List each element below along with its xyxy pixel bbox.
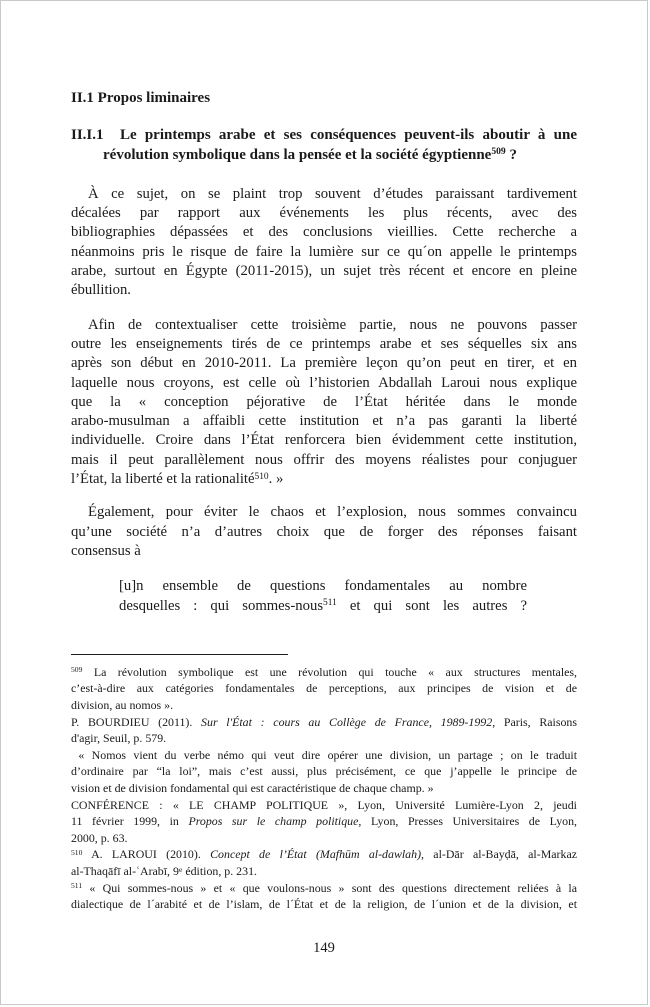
text-line: que la « conception péjorative de l’État héritée dans le monde bbox=[71, 393, 577, 410]
text-line: arabo-musulman a affaibli cette institution et n’a pas garanti la liberté bbox=[71, 413, 577, 430]
subsection-heading bbox=[71, 126, 577, 165]
text-line: CONFÉRENCE : « LE CHAMP POLITIQUE », Lyon, Université Lumière-Lyon 2, jeudi bbox=[71, 797, 577, 812]
text-line: $^{509}$ La révolution symbolique est une révolution qui touche « aux structures mentales, bbox=[71, 664, 577, 679]
text-line: qu’une société n’a d’autres choix que de forger des réponses faisant bbox=[71, 523, 577, 540]
text-line: bibliographies dépassées et des conclusions vieillies. Cette recherche a bbox=[71, 224, 577, 241]
text-line: arabe, surtout en Égypte (2011-2015), un sujet très récent et encore en pleine bbox=[71, 263, 577, 280]
text-line: d’ordinaire par “la loi”, mais c’est aussi, plus précisément, ce que j’appelle le principe de bbox=[71, 764, 577, 779]
text-line: c’est-à-dire aux catégories fondamentales de perceptions, aux principes de vision et de bbox=[71, 681, 577, 696]
footnote-separator bbox=[71, 654, 288, 655]
text-line: décalées par rapport aux événements les plus récents, avec des bbox=[71, 205, 577, 222]
text-line: consensus à bbox=[71, 542, 141, 559]
footnote-511-questions bbox=[71, 880, 577, 913]
footnote-509-bourdieu-reference bbox=[71, 714, 577, 747]
text-line: II.I.1 Le printemps arabe et ses conséquences peuvent-ils aboutir à une bbox=[71, 127, 577, 144]
text-line: néanmoins pris le risque de faire la lumière sur ce qu´on appelle le printemps bbox=[71, 243, 577, 260]
text-line: d'agir, Seuil, p. 579. bbox=[71, 731, 167, 746]
text-line: division, au nomos ». bbox=[71, 698, 174, 713]
text-line: ébullition. bbox=[71, 282, 131, 299]
text-line: desquelles : qui sommes-nous$^{511}$ et qui sont les autres ? bbox=[119, 597, 528, 614]
text-line: [u]n ensemble de questions fondamentales au nombre bbox=[119, 578, 527, 595]
section-heading: II.1 Propos liminaires bbox=[71, 90, 211, 106]
page-content bbox=[1, 1, 647, 958]
text-line: « Nomos vient du verbe némo qui veut dire opérer une division, un partage ; on le traduit bbox=[71, 747, 577, 762]
text-line: vision et de division fondamental qui est caractéristique de chaque champ. » bbox=[71, 780, 434, 795]
text-line: individuelle. Croire dans l’État renforcera bien évidemment cette institution, bbox=[71, 432, 577, 449]
text-line: dialectique de l´arabité et de l’islam, de l´État et de la religion, de l´union et de la division, et bbox=[71, 897, 577, 912]
text-line: révolution symbolique dans la pensée et la société égyptienne$^{509}$ ? bbox=[103, 146, 517, 163]
footnotes-section bbox=[71, 664, 577, 913]
paragraph-2 bbox=[71, 316, 577, 490]
text-line: outre les enseignements tirés de ce printemps arabe et ses séquelles six ans bbox=[71, 335, 577, 352]
footnote-509-conference-reference bbox=[71, 797, 577, 847]
text-line: l’État, la liberté et la rationalité$^{510}$. » bbox=[71, 471, 284, 488]
text-line: Afin de contextualiser cette troisième partie, nous ne pouvons passer bbox=[88, 316, 577, 333]
footnote-509-definition bbox=[71, 664, 577, 714]
text-line: 2000, p. 63. bbox=[71, 830, 128, 845]
text-line: laquelle nous croyons, est celle où l’historien Abdallah Laroui nous explique bbox=[71, 374, 577, 391]
text-line: $^{510}$ A. LAROUI (2010). Concept de l’État (Mafhūm al-dawlah), al-Dār al-Bayḍā, al-Markaz bbox=[71, 847, 578, 862]
page-number: 149 bbox=[313, 939, 335, 956]
paragraph-3 bbox=[71, 503, 577, 561]
text-line: P. BOURDIEU (2011). Sur l'État : cours au Collège de France, 1989-1992, Paris, Raisons bbox=[71, 714, 577, 729]
text-line: À ce sujet, on se plaint trop souvent d’études paraissant tardivement bbox=[88, 185, 577, 202]
text-line: al-Thaqāfī al-ʿArabī, 9e édition, p. 231. bbox=[71, 863, 257, 878]
text-line: mais il peut parallèlement nous offrir des moyens réalistes pour conjuguer bbox=[71, 451, 577, 468]
text-line: Également, pour éviter le chaos et l’explosion, nous sommes convaincu bbox=[88, 504, 577, 521]
footnote-509-nomos-quote bbox=[71, 747, 577, 797]
text-line: 11 février 1999, in Propos sur le champ politique, Lyon, Presses Universitaires de Lyon, bbox=[71, 814, 578, 829]
footnote-510-laroui-reference bbox=[71, 846, 577, 879]
text-line: $^{511}$ « Qui sommes-nous » et « que voulons-nous » sont des questions directement reliées à la bbox=[71, 880, 577, 895]
block-quote bbox=[119, 577, 527, 616]
text-line: après son début en 2010-2011. La première leçon qu’on peut en tirer, et en bbox=[71, 355, 577, 372]
paragraph-1 bbox=[71, 185, 577, 301]
